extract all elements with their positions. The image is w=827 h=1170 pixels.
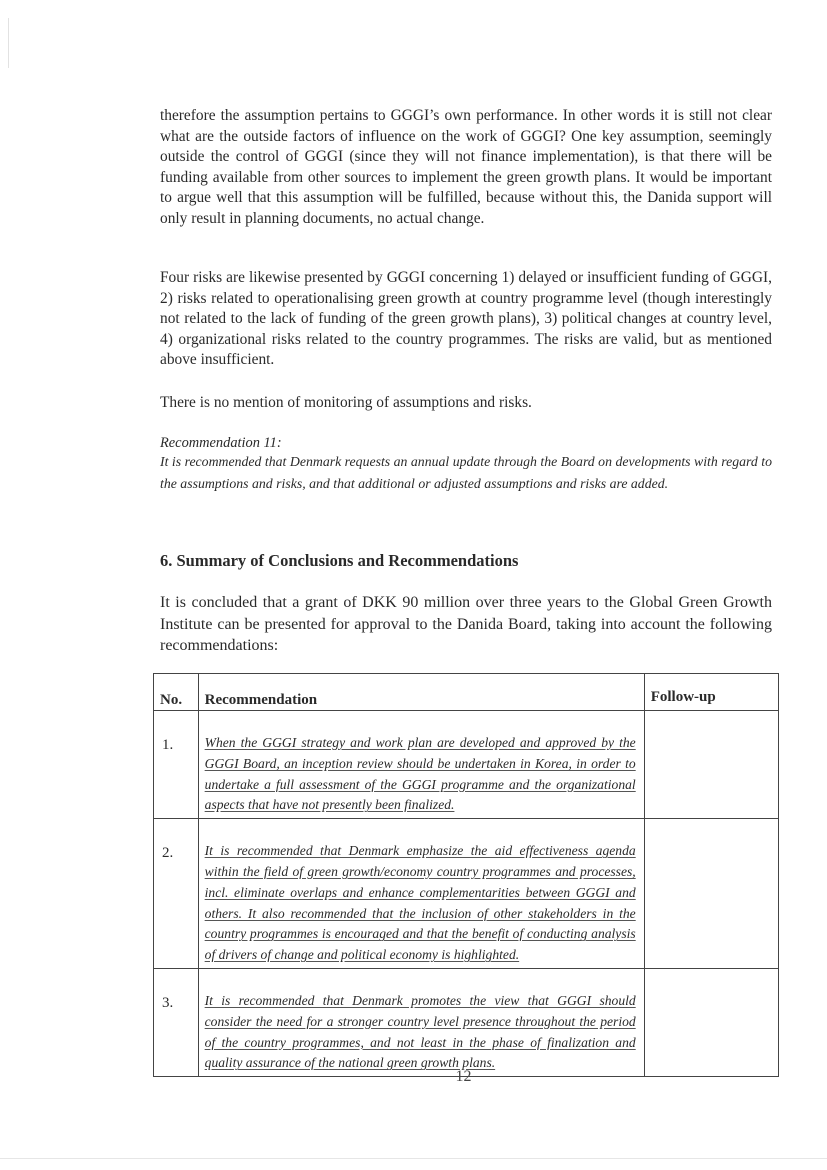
conclusion-paragraph: It is concluded that a grant of DKK 90 million over three years to the Global Green Growth Institute can be presented for approval to the Danida Board, taking into account the following recommendations: <box>160 594 772 654</box>
recommendation-text: It is recommended that Denmark promotes the view that GGGI should consider the need for a stronger country level presence throughout the period of the country programmes, and not least in the phase of finalization and quality assurance of the national green growth plans. <box>204 992 636 1071</box>
table-row <box>154 968 779 1076</box>
paragraph-monitoring: There is no mention of monitoring of assumptions and risks. <box>160 394 532 411</box>
table-row <box>154 711 779 819</box>
table-row <box>154 819 779 969</box>
table-header-row <box>154 674 779 711</box>
scan-edge-line <box>8 18 9 68</box>
row-recommendation <box>198 968 644 1076</box>
row-followup <box>644 711 778 819</box>
row-number: 3. <box>154 968 199 1076</box>
header-recommendation: Recommendation <box>198 674 644 711</box>
row-recommendation <box>198 819 644 969</box>
recommendation-text: It is recommended that Denmark emphasize the aid effectiveness agenda within the field of green growth/economy country programmes and processes, incl. eliminate overlaps and enhance complementarities between GGGI and others. It also recommended that the inclusion of other stakeholders in the country programmes is encouraged and that the benefit of conducting analysis of drivers of change and political economy is highlighted. <box>204 843 636 963</box>
header-no: No. <box>154 674 199 711</box>
paragraph-risks: Four risks are likewise presented by GGGI concerning 1) delayed or insufficient funding of GGGI, 2) risks related to operationalising green growth at country programme level (though interestingly not related to the lack of funding of the green growth plans), 3) political changes at country level, 4) organizational risks related to the country programmes. The risks are valid, but as mentioned above insufficient. <box>160 269 772 369</box>
row-number: 1. <box>154 711 199 819</box>
row-followup <box>644 819 778 969</box>
page-number: 12 <box>455 1068 472 1085</box>
recommendation-11-text: It is recommended that Denmark requests an annual update through the Board on developments with regard to the assumptions and risks, and that additional or adjusted assumptions and risks are added. <box>160 454 772 491</box>
paragraph-assumptions: therefore the assumption pertains to GGGI’s own performance. In other words it is still not clear what are the outside factors of influence on the work of GGGI? One key assumption, seemingly outside the control of GGGI (since they will not finance implementation), is that there will be funding available from other sources to implement the green growth plans. It would be important to argue well that this assumption will be fulfilled, because without this, the Danida support will only result in planning documents, no actual change. <box>160 107 772 227</box>
scan-bottom-line <box>0 1158 827 1159</box>
recommendations-table <box>153 673 779 1077</box>
row-number: 2. <box>154 819 199 969</box>
section-heading: 6. Summary of Conclusions and Recommendations <box>160 551 519 570</box>
row-followup <box>644 968 778 1076</box>
header-followup: Follow-up <box>644 674 778 711</box>
recommendation-11-label: Recommendation 11: <box>160 435 282 451</box>
row-recommendation <box>198 711 644 819</box>
recommendation-text: When the GGGI strategy and work plan are developed and approved by the GGGI Board, an inception review should be undertaken in Korea, in order to undertake a full assessment of the GGGI programme and the organizational aspects that have not presently been finalized. <box>204 735 636 813</box>
